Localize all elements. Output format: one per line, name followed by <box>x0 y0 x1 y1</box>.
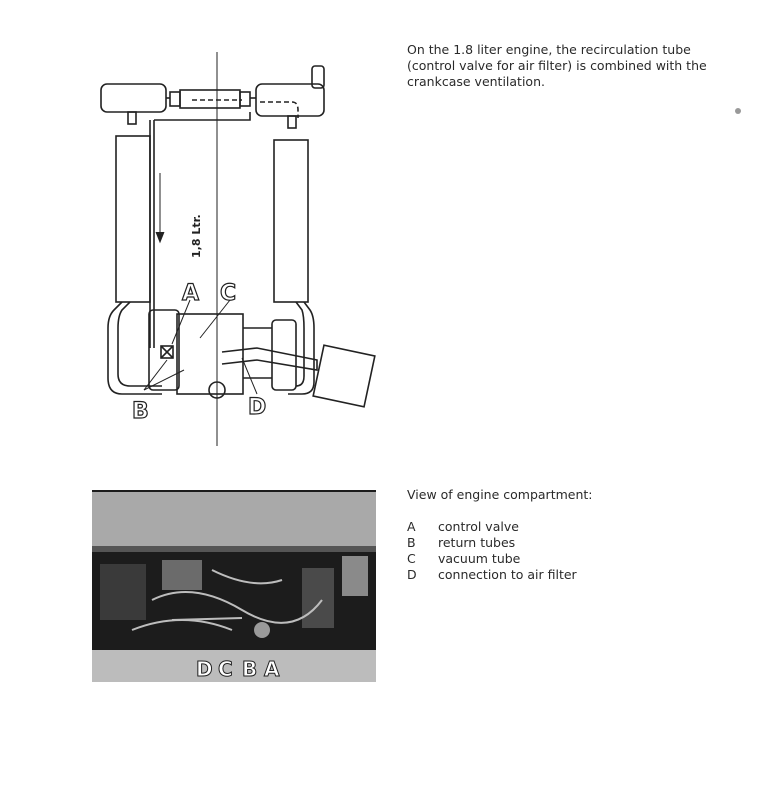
engine-size-label: 1,8 Ltr. <box>190 214 203 258</box>
right-canister <box>256 84 324 116</box>
callout-d: D <box>248 395 267 420</box>
engine-compartment-photo <box>92 490 376 682</box>
hood-panel <box>92 492 376 550</box>
left-canister <box>101 84 166 112</box>
callout-a: A <box>182 281 200 306</box>
intro-paragraph: On the 1.8 liter engine, the recirculation tube (control valve for air filter) is combined with the crankcase ventilation. <box>407 42 707 89</box>
right-cylinder <box>274 140 308 302</box>
legend-letter: C <box>407 551 416 566</box>
photo-tag-c: C <box>218 657 233 681</box>
photo-tag-b: B <box>242 657 258 681</box>
legend-letter: A <box>407 519 416 534</box>
scan-speck <box>735 108 741 114</box>
legend-text: vacuum tube <box>438 551 521 566</box>
legend-row <box>407 535 727 551</box>
engine-ventilation-diagram <box>92 48 392 450</box>
legend-row <box>407 551 727 567</box>
left-cylinder <box>116 136 150 302</box>
legend-letter: B <box>407 535 416 550</box>
callout-c: C <box>220 281 237 306</box>
legend <box>407 519 727 583</box>
front-panel <box>92 650 376 682</box>
legend-text: return tubes <box>438 535 516 550</box>
legend-letter: D <box>407 567 417 582</box>
legend-row <box>407 519 727 535</box>
photo-tag-a: A <box>264 657 280 681</box>
legend-row <box>407 567 727 583</box>
photo-tag-d: D <box>196 657 213 681</box>
view-caption: View of engine compartment: <box>407 487 593 502</box>
middle-valve-housing <box>180 90 240 108</box>
air-filter-box <box>313 345 375 407</box>
callout-b: B <box>132 399 149 424</box>
legend-text: connection to air filter <box>438 567 577 582</box>
legend-text: control valve <box>438 519 519 534</box>
